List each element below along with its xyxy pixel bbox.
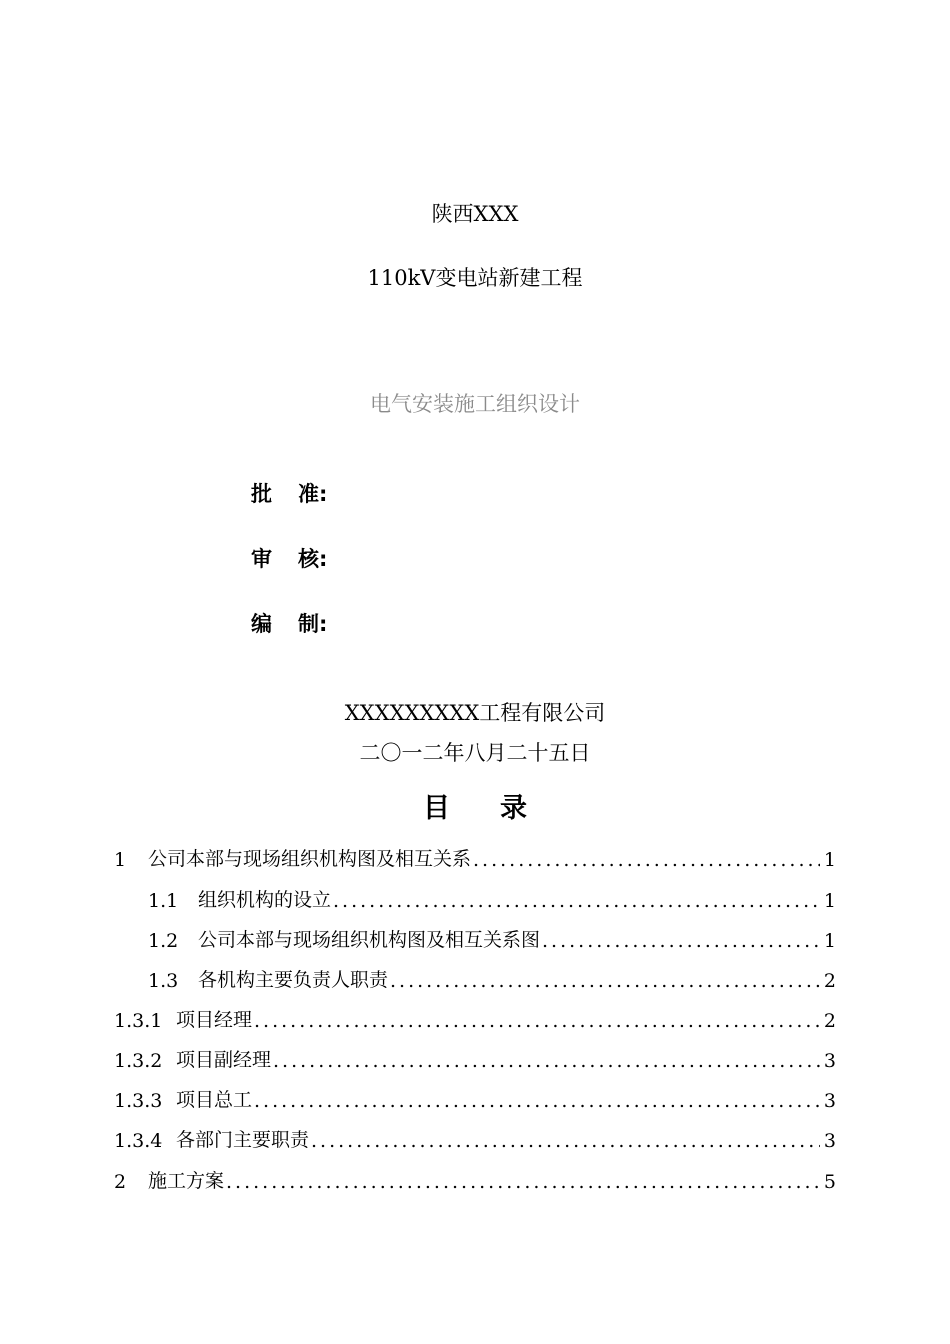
toc-leader-dots bbox=[333, 890, 820, 912]
toc-entry[interactable] bbox=[114, 1046, 836, 1072]
toc-leader-dots bbox=[273, 1050, 820, 1072]
toc-entry-text: 施工方案 bbox=[148, 1170, 225, 1192]
toc-entry[interactable] bbox=[148, 886, 836, 912]
toc-entry-number: 1.2 bbox=[148, 930, 179, 952]
signature-review bbox=[251, 543, 327, 573]
toc-entry[interactable] bbox=[114, 1167, 836, 1193]
signature-label-part: 准: bbox=[298, 482, 328, 506]
toc-entry-text: 项目副经理 bbox=[176, 1049, 272, 1071]
toc-leader-dots bbox=[473, 849, 820, 871]
toc-entry[interactable] bbox=[114, 1126, 836, 1152]
toc-entry-page: 1 bbox=[823, 930, 836, 952]
toc-entry-number: 1 bbox=[114, 849, 127, 871]
toc-entry-number: 1.3 bbox=[148, 970, 179, 992]
toc-leader-dots bbox=[311, 1130, 820, 1152]
company-name: XXXXXXXXX工程有限公司 bbox=[344, 701, 606, 725]
toc-entry[interactable] bbox=[148, 966, 836, 992]
toc-entry[interactable] bbox=[114, 845, 836, 871]
toc-entry-page: 3 bbox=[823, 1090, 836, 1112]
toc-entry-text: 公司本部与现场组织机构图及相互关系图 bbox=[198, 929, 541, 951]
signature-approve bbox=[251, 478, 327, 508]
toc-entry-number: 1.3.4 bbox=[114, 1130, 163, 1152]
toc-leader-dots bbox=[254, 1090, 820, 1112]
toc-entry-page: 1 bbox=[823, 849, 836, 871]
signature-label-part: 制: bbox=[298, 612, 328, 636]
signature-label-part: 核: bbox=[298, 547, 328, 571]
toc-leader-dots bbox=[254, 1010, 820, 1032]
toc-entry-number: 2 bbox=[114, 1171, 127, 1193]
toc-entry-page: 2 bbox=[823, 970, 836, 992]
toc-title-part: 录 bbox=[500, 793, 527, 824]
toc-entry[interactable] bbox=[114, 1006, 836, 1032]
toc-entry-page: 3 bbox=[823, 1130, 836, 1152]
toc-entry-text: 公司本部与现场组织机构图及相互关系 bbox=[148, 848, 472, 870]
toc-title bbox=[0, 786, 950, 825]
toc-entry-number: 1.3.2 bbox=[114, 1050, 163, 1072]
toc-entry-page: 1 bbox=[823, 890, 836, 912]
toc-leader-dots bbox=[226, 1171, 820, 1193]
signature-compile bbox=[251, 608, 327, 638]
toc-entry-page: 2 bbox=[823, 1010, 836, 1032]
toc-entry-number: 1.3.1 bbox=[114, 1010, 163, 1032]
signature-label-part: 审 bbox=[251, 547, 272, 571]
toc-entry-page: 5 bbox=[823, 1171, 836, 1193]
toc-entry-text: 组织机构的设立 bbox=[198, 889, 332, 911]
cover-org: 陕西XXX bbox=[431, 202, 519, 226]
toc-entry-text: 项目总工 bbox=[176, 1089, 253, 1111]
toc-entry-text: 项目经理 bbox=[176, 1009, 253, 1031]
signature-label-part: 批 bbox=[251, 482, 272, 506]
toc-leader-dots bbox=[390, 970, 820, 992]
cover-project-title: 110kV变电站新建工程 bbox=[367, 266, 583, 290]
document-date: 二〇一二年八月二十五日 bbox=[359, 741, 591, 765]
toc-leader-dots bbox=[542, 930, 820, 952]
toc-title-part: 目 bbox=[423, 793, 450, 824]
toc-entry-number: 1.1 bbox=[148, 890, 179, 912]
toc-entry[interactable] bbox=[148, 926, 836, 952]
toc-entry-text: 各机构主要负责人职责 bbox=[198, 969, 389, 991]
toc-entry[interactable] bbox=[114, 1086, 836, 1112]
toc-entry-page: 3 bbox=[823, 1050, 836, 1072]
toc-entry-text: 各部门主要职责 bbox=[176, 1129, 310, 1151]
cover-document-title: 电气安装施工组织设计 bbox=[370, 392, 580, 416]
signature-label-part: 编 bbox=[251, 612, 272, 636]
toc-entry-number: 1.3.3 bbox=[114, 1090, 163, 1112]
